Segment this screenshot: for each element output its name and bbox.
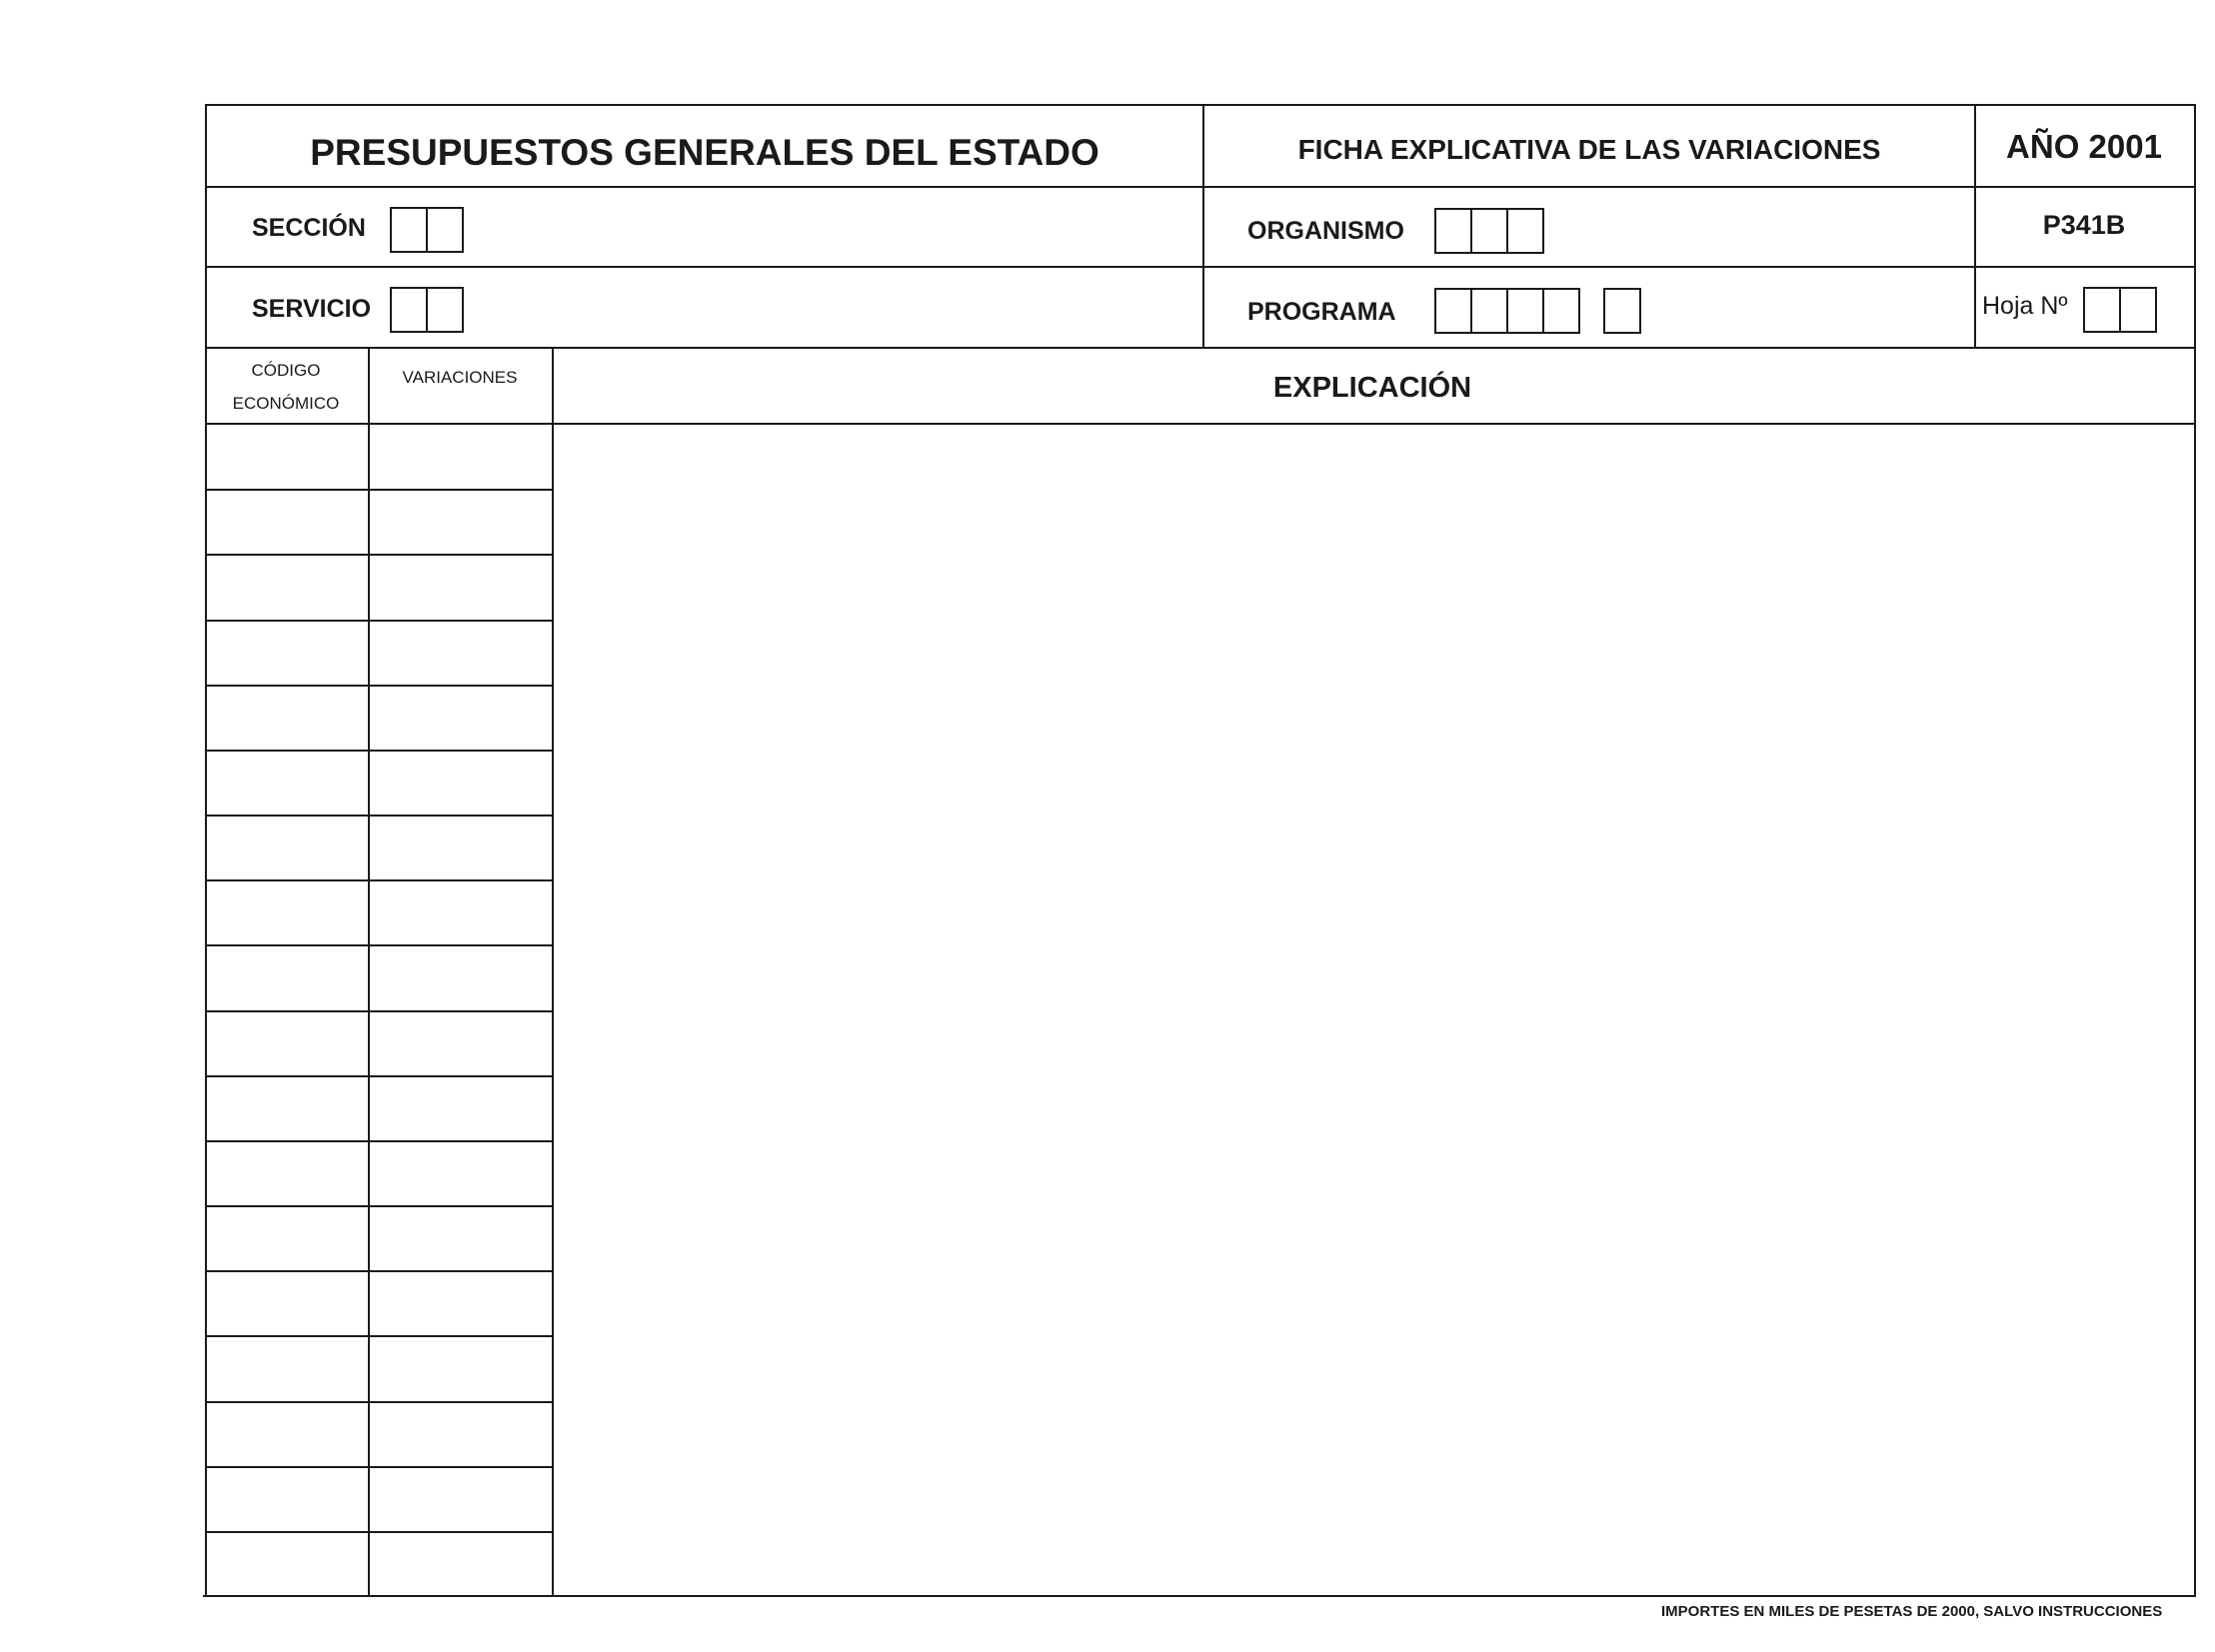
codigo-cell[interactable]	[208, 1208, 367, 1269]
programa-label: PROGRAMA	[1247, 298, 1396, 326]
programa-suffix-box[interactable]	[1603, 288, 1641, 334]
divider-col-year	[1974, 104, 1976, 349]
hoja-boxes	[2083, 287, 2155, 333]
codigo-cell[interactable]	[208, 623, 367, 684]
codigo-cell[interactable]	[208, 1338, 367, 1400]
divider-col-codigo	[368, 347, 370, 1596]
hoja-label: Hoja Nº	[1982, 292, 2068, 320]
organismo-digit-box[interactable]	[1470, 208, 1508, 254]
table-row-divider	[205, 489, 554, 491]
year-label: AÑO 2001	[2006, 128, 2162, 165]
footer-note: IMPORTES EN MILES DE PESETAS DE 2000, SALVO INSTRUCCIONES	[1661, 1603, 2163, 1620]
border-left	[205, 104, 207, 1597]
servicio-boxes	[390, 287, 462, 333]
variaciones-cell[interactable]	[371, 818, 551, 878]
variaciones-cell[interactable]	[371, 1273, 551, 1334]
page-subtitle: FICHA EXPLICATIVA DE LAS VARIACIONES	[1297, 134, 1881, 165]
table-row-divider	[205, 1270, 554, 1272]
codigo-cell[interactable]	[208, 1273, 367, 1334]
col-variaciones-header: VARIACIONES	[402, 368, 518, 387]
border-right	[2194, 104, 2196, 1597]
codigo-cell[interactable]	[208, 688, 367, 749]
programa-digit-box[interactable]	[1434, 288, 1472, 334]
variaciones-cell[interactable]	[371, 1208, 551, 1269]
table-row-divider	[205, 1010, 554, 1012]
col-codigo-line1: CÓDIGO	[251, 361, 321, 380]
variaciones-cell[interactable]	[371, 492, 551, 553]
codigo-cell[interactable]	[208, 947, 367, 1009]
table-row-divider	[205, 1466, 554, 1468]
form-code: P341B	[2042, 210, 2126, 240]
variaciones-cell[interactable]	[371, 882, 551, 943]
codigo-cell[interactable]	[208, 1404, 367, 1465]
seccion-digit-box[interactable]	[390, 207, 428, 253]
variaciones-cell[interactable]	[371, 1534, 551, 1595]
col-codigo-line2: ECONÓMICO	[232, 394, 340, 413]
table-row-divider	[205, 1075, 554, 1077]
codigo-cell[interactable]	[208, 753, 367, 814]
divider-table-header	[205, 423, 2194, 425]
codigo-cell[interactable]	[208, 1143, 367, 1204]
organismo-boxes	[1434, 208, 1542, 254]
variaciones-cell[interactable]	[371, 1469, 551, 1530]
codigo-cell[interactable]	[208, 882, 367, 943]
codigo-cell[interactable]	[208, 557, 367, 619]
variaciones-cell[interactable]	[371, 1404, 551, 1465]
programa-digit-box[interactable]	[1542, 288, 1580, 334]
hoja-digit-box[interactable]	[2083, 287, 2121, 333]
programa-boxes	[1434, 288, 1578, 334]
servicio-digit-box[interactable]	[390, 287, 428, 333]
variaciones-cell[interactable]	[371, 688, 551, 749]
divider-row2	[205, 266, 2194, 268]
variaciones-cell[interactable]	[371, 427, 551, 488]
table-row-divider	[205, 1335, 554, 1337]
variaciones-cell[interactable]	[371, 1013, 551, 1074]
page-title: PRESUPUESTOS GENERALES DEL ESTADO	[310, 132, 1100, 173]
servicio-label: SERVICIO	[252, 295, 372, 323]
programa-suffix-boxes	[1603, 288, 1639, 334]
programa-digit-box[interactable]	[1470, 288, 1508, 334]
table-row-divider	[205, 1140, 554, 1142]
table-row-divider	[205, 944, 554, 946]
seccion-boxes	[390, 207, 462, 253]
variaciones-cell[interactable]	[371, 1078, 551, 1139]
variaciones-cell[interactable]	[371, 947, 551, 1009]
codigo-cell[interactable]	[208, 1469, 367, 1530]
table-row-divider	[205, 620, 554, 622]
variaciones-cell[interactable]	[371, 753, 551, 814]
variaciones-cell[interactable]	[371, 1338, 551, 1400]
col-explicacion-header: EXPLICACIÓN	[1272, 372, 1472, 404]
table-row-divider	[205, 815, 554, 817]
variaciones-cell[interactable]	[371, 623, 551, 684]
codigo-cell[interactable]	[208, 427, 367, 488]
table-row-divider	[205, 750, 554, 752]
table-row-divider	[205, 685, 554, 687]
hoja-digit-box[interactable]	[2119, 287, 2157, 333]
table-row-divider	[205, 1205, 554, 1207]
explicacion-area[interactable]	[555, 426, 2192, 1593]
codigo-cell[interactable]	[208, 1534, 367, 1595]
codigo-cell[interactable]	[208, 1078, 367, 1139]
seccion-label: SECCIÓN	[252, 214, 366, 242]
programa-digit-box[interactable]	[1506, 288, 1544, 334]
variaciones-cell[interactable]	[371, 1143, 551, 1204]
border-bottom	[203, 1595, 2194, 1597]
seccion-digit-box[interactable]	[426, 207, 464, 253]
divider-col-main	[1202, 104, 1204, 349]
divider-row3	[205, 347, 2194, 349]
organismo-label: ORGANISMO	[1247, 217, 1404, 245]
table-row-divider	[205, 554, 554, 556]
codigo-cell[interactable]	[208, 492, 367, 553]
table-row-divider	[205, 1401, 554, 1403]
servicio-digit-box[interactable]	[426, 287, 464, 333]
divider-col-variaciones	[552, 347, 554, 1596]
organismo-digit-box[interactable]	[1506, 208, 1544, 254]
table-row-divider	[205, 879, 554, 881]
divider-row1	[205, 186, 2194, 188]
codigo-cell[interactable]	[208, 818, 367, 878]
table-row-divider	[205, 1531, 554, 1533]
variaciones-cell[interactable]	[371, 557, 551, 619]
codigo-cell[interactable]	[208, 1013, 367, 1074]
organismo-digit-box[interactable]	[1434, 208, 1472, 254]
border-top	[205, 104, 2196, 106]
